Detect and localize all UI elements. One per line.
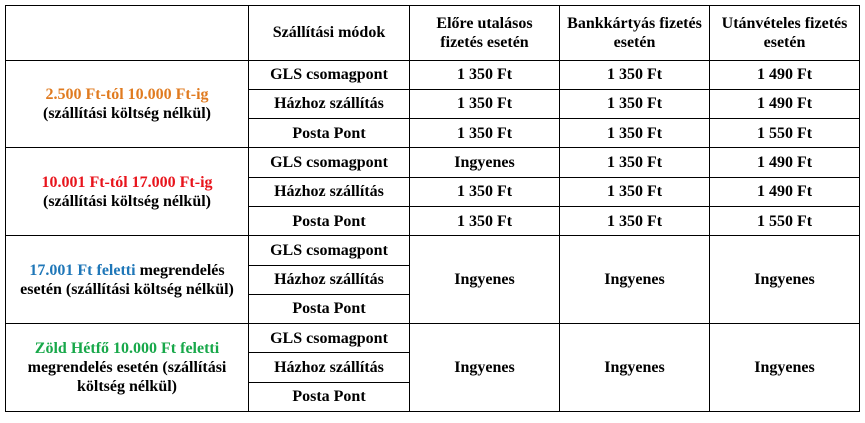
group-title-highlight: 2.500 Ft-tól 10.000 Ft-ig: [45, 85, 209, 103]
price-prepay: Ingyenes: [410, 236, 560, 324]
price-cod: 1 550 Ft: [710, 119, 860, 148]
header-shipping-mode: Szállítási módok: [249, 6, 410, 61]
shipping-mode: Posta Pont: [249, 294, 410, 323]
header-card: Bankkártyás fizetés esetén: [560, 6, 710, 61]
shipping-mode: Házhoz szállítás: [249, 353, 410, 382]
shipping-mode: Posta Pont: [249, 382, 410, 411]
table-row: [6, 236, 860, 265]
group-title-cell: [6, 324, 249, 412]
group-title-rest: megrendelés esetén (szállítási költség nélkül): [20, 261, 234, 298]
group-title-rest: megrendelés esetén (szállítási költség nélkül): [27, 359, 227, 396]
price-card: 1 350 Ft: [560, 148, 710, 177]
price-card: 1 350 Ft: [560, 206, 710, 235]
header-cod: Utánvételes fizetés esetén: [710, 6, 860, 61]
header-prepay: Előre utalásos fizetés esetén: [410, 6, 560, 61]
shipping-mode: GLS csomagpont: [249, 60, 410, 89]
price-prepay: Ingyenes: [410, 324, 560, 412]
shipping-mode: Házhoz szállítás: [249, 89, 410, 118]
group-title-highlight: 17.001 Ft feletti: [29, 261, 136, 279]
price-cod: 1 490 Ft: [710, 177, 860, 206]
price-cod: Ingyenes: [710, 236, 860, 324]
price-prepay: 1 350 Ft: [410, 119, 560, 148]
table-row: [6, 148, 860, 177]
table-row: [6, 60, 860, 89]
group-title-rest: (szállítási költség nélkül): [42, 104, 211, 122]
shipping-mode: GLS csomagpont: [249, 324, 410, 353]
price-prepay: 1 350 Ft: [410, 60, 560, 89]
shipping-mode: Posta Pont: [249, 206, 410, 235]
header-row: [6, 6, 860, 61]
price-card: 1 350 Ft: [560, 89, 710, 118]
shipping-cost-table: [5, 5, 860, 412]
group-title-cell: [6, 148, 249, 236]
shipping-mode: Házhoz szállítás: [249, 265, 410, 294]
price-prepay: Ingyenes: [410, 148, 560, 177]
price-cod: 1 490 Ft: [710, 60, 860, 89]
table-row: [6, 324, 860, 353]
price-card: 1 350 Ft: [560, 60, 710, 89]
shipping-mode: GLS csomagpont: [249, 148, 410, 177]
price-card: Ingyenes: [560, 324, 710, 412]
header-empty-cell: [6, 6, 249, 61]
shipping-mode: Házhoz szállítás: [249, 177, 410, 206]
price-prepay: 1 350 Ft: [410, 206, 560, 235]
price-card: Ingyenes: [560, 236, 710, 324]
price-card: 1 350 Ft: [560, 119, 710, 148]
group-title-rest: (szállítási költség nélkül): [42, 192, 211, 210]
price-cod: 1 490 Ft: [710, 148, 860, 177]
price-cod: Ingyenes: [710, 324, 860, 412]
group-title-highlight: 10.001 Ft-tól 17.000 Ft-ig: [41, 173, 213, 191]
group-title-highlight: Zöld Hétfő 10.000 Ft feletti: [34, 340, 220, 358]
price-prepay: 1 350 Ft: [410, 177, 560, 206]
group-title-cell: [6, 236, 249, 324]
price-cod: 1 490 Ft: [710, 89, 860, 118]
group-title-cell: [6, 60, 249, 148]
price-card: 1 350 Ft: [560, 177, 710, 206]
price-cod: 1 550 Ft: [710, 206, 860, 235]
price-prepay: 1 350 Ft: [410, 89, 560, 118]
shipping-mode: GLS csomagpont: [249, 236, 410, 265]
shipping-mode: Posta Pont: [249, 119, 410, 148]
